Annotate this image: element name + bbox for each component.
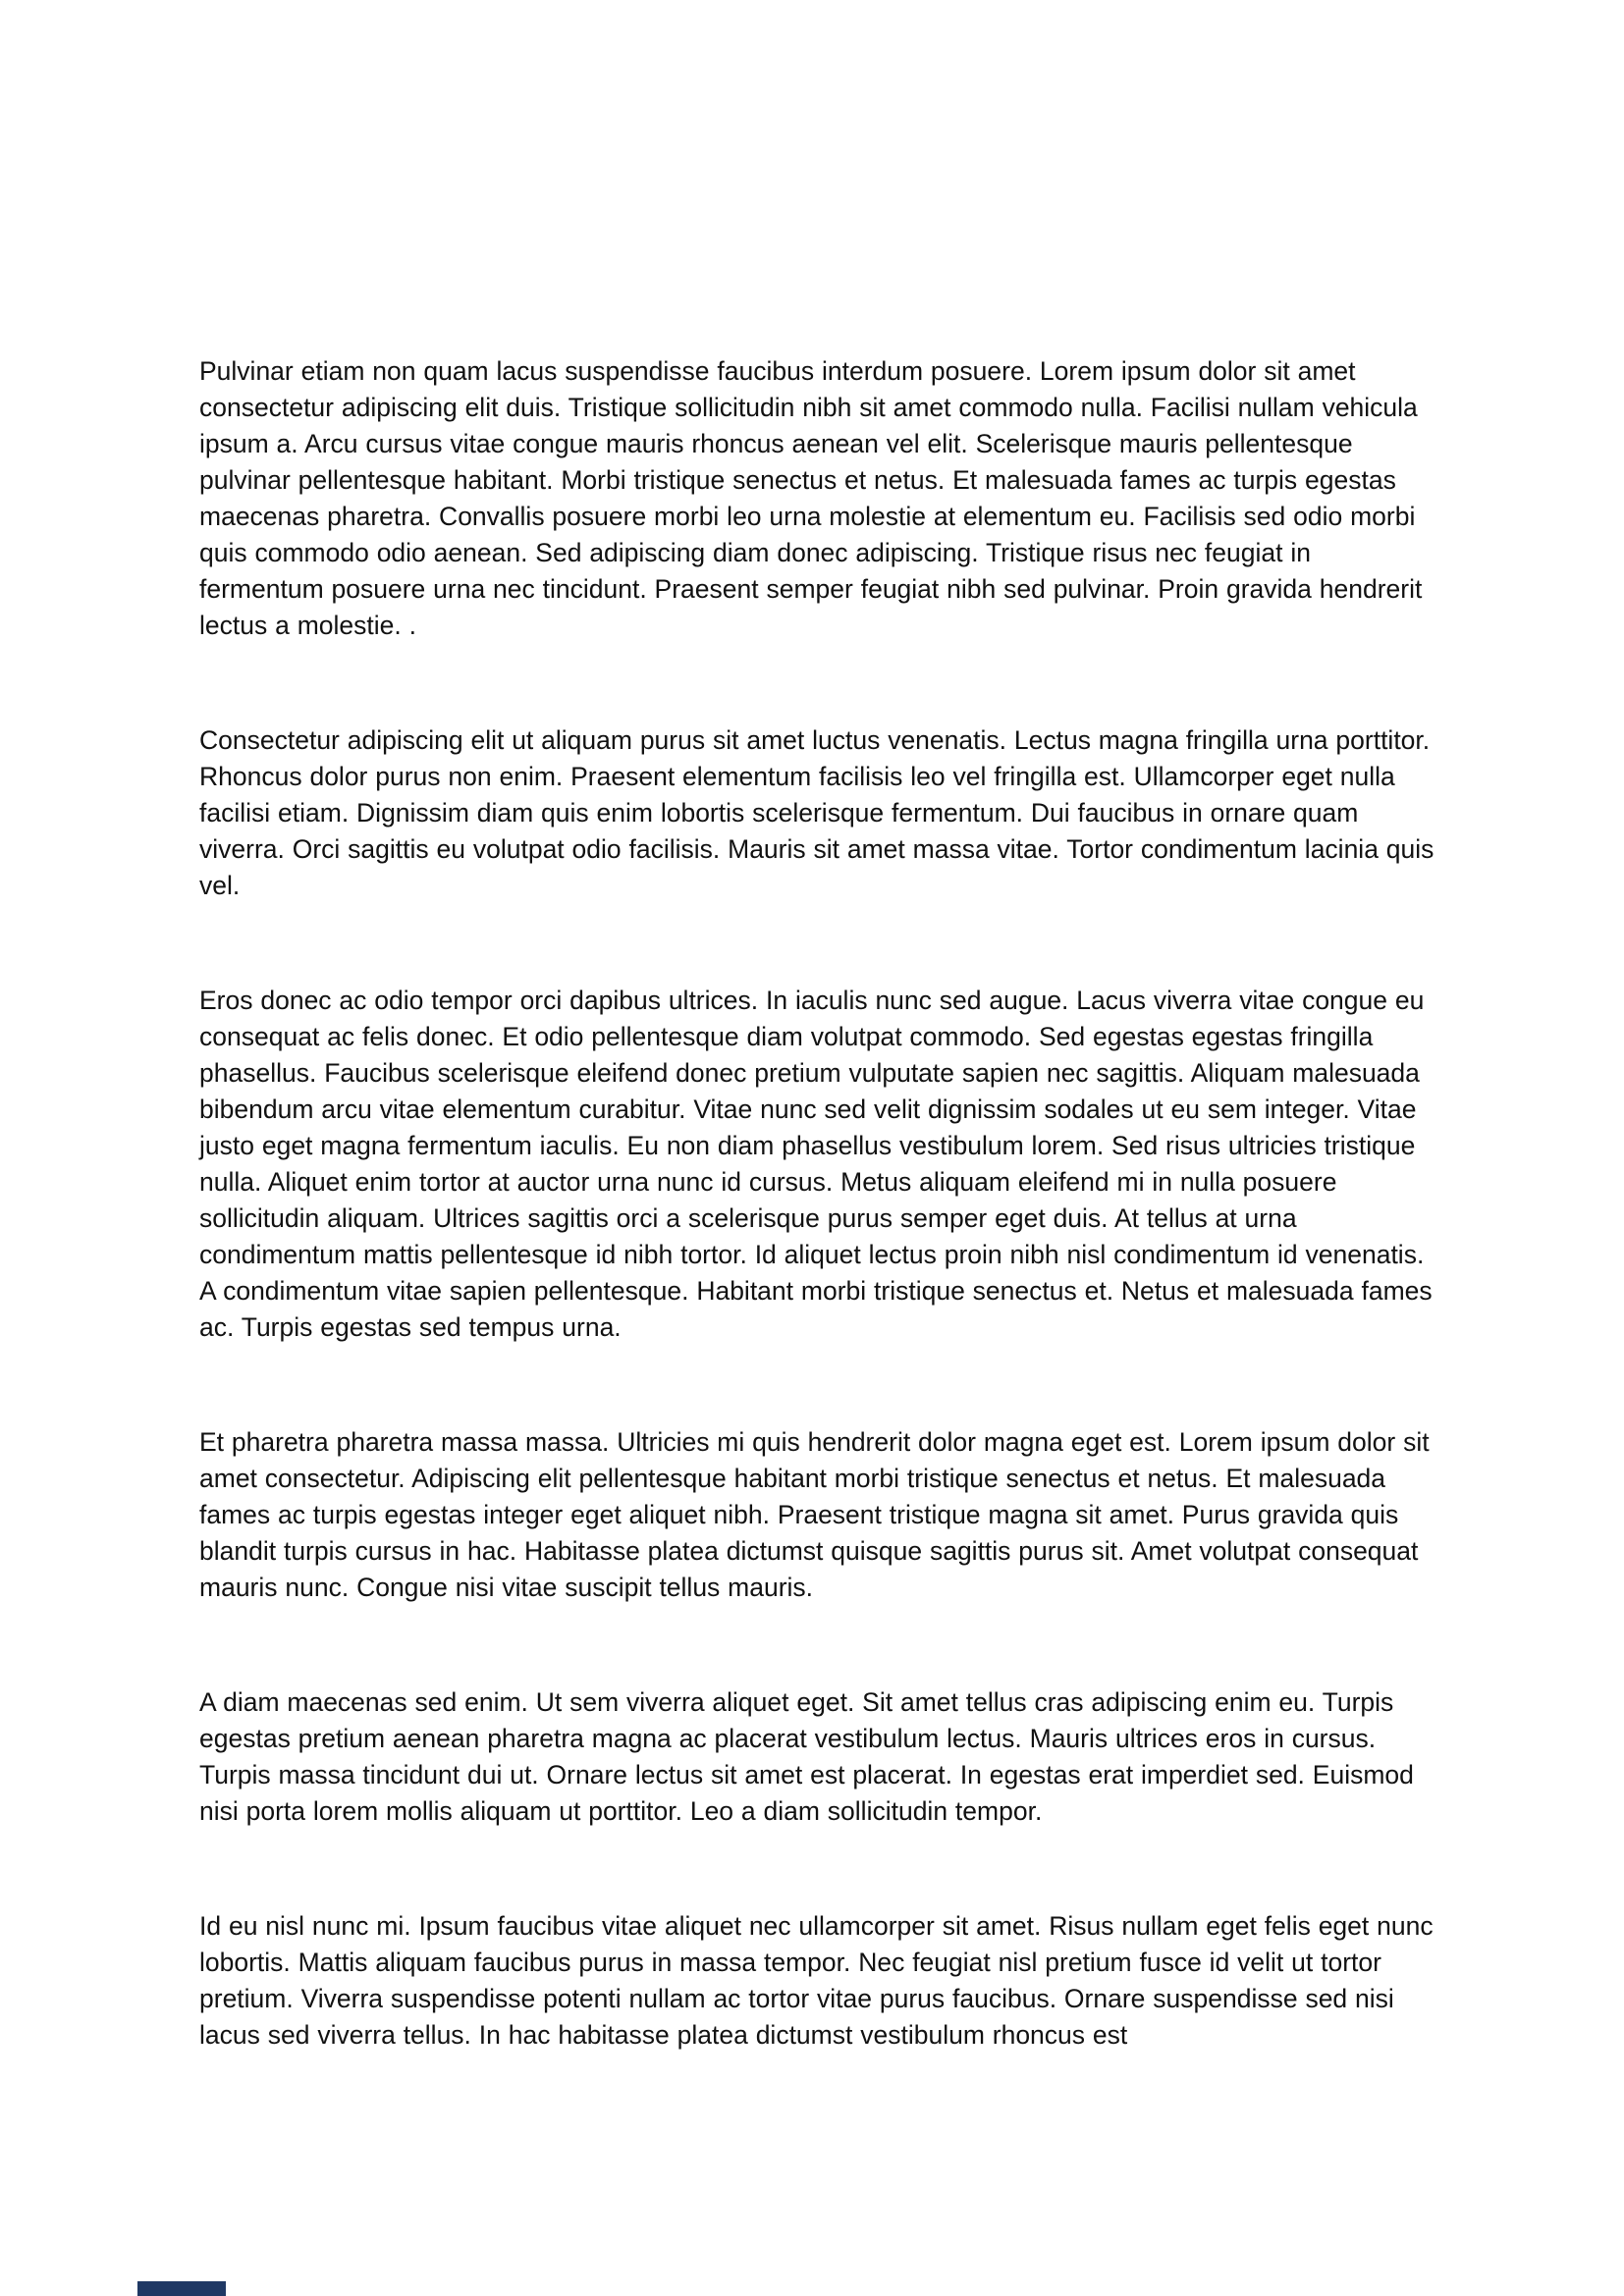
paragraph: Eros donec ac odio tempor orci dapibus ultrices. In iaculis nunc sed augue. Lacus viverra vitae congue eu consequat ac felis donec. Et odio pellentesque diam volutpat commodo. Sed egestas egestas fringilla phasellus. Faucibus scelerisque eleifend donec pretium vulputate sapien nec sagittis. Aliquam malesuada bibendum arcu vitae elementum curabitur. Vitae nunc sed velit dignissim sodales ut eu sem integer. Vitae justo eget magna fermentum iaculis. Eu non diam phasellus vestibulum lorem. Sed risus ultricies tristique nulla. Aliquet enim tortor at auctor urna nunc id cursus. Metus aliquam eleifend mi in nulla posuere sollicitudin aliquam. Ultrices sagittis orci a scelerisque purus semper eget duis. At tellus at urna condimentum mattis pellentesque id nibh tortor. Id aliquet lectus proin nibh nisl condimentum id venenatis. A condimentum vitae sapien pellentesque. Habitant morbi tristique senectus et. Netus et malesuada fames ac. Turpis egestas sed tempus urna. bbox=[199, 986, 1433, 1342]
paragraph: Et pharetra pharetra massa massa. Ultricies mi quis hendrerit dolor magna eget est. Lorem ipsum dolor sit amet consectetur. Adipiscing elit pellentesque habitant morbi tristique senectus et netus. Et malesuada fames ac turpis egestas integer eget aliquet nibh. Praesent tristique magna sit amet. Purus gravida quis blandit turpis cursus in hac. Habitasse platea dictumst quisque sagittis purus sit. Amet volutpat consequat mauris nunc. Congue nisi vitae suscipit tellus mauris. bbox=[199, 1427, 1430, 1602]
paragraph: A diam maecenas sed enim. Ut sem viverra aliquet eget. Sit amet tellus cras adipiscing enim eu. Turpis egestas pretium aenean pharetra magna ac placerat vestibulum lectus. Mauris ultrices eros in cursus. Turpis massa tincidunt dui ut. Ornare lectus sit amet est placerat. In egestas erat imperdiet sed. Euismod nisi porta lorem mollis aliquam ut porttitor. Leo a diam sollicitudin tempor. bbox=[199, 1687, 1414, 1826]
document-text-body bbox=[199, 353, 1438, 2054]
paragraph: Pulvinar etiam non quam lacus suspendisse faucibus interdum posuere. Lorem ipsum dolor sit amet consectetur adipiscing elit duis. Tristique sollicitudin nibh sit amet commodo nulla. Facilisi nullam vehicula ipsum a. Arcu cursus vitae congue mauris rhoncus aenean vel elit. Scelerisque mauris pellentesque pulvinar pellentesque habitant. Morbi tristique senectus et netus. Et malesuada fames ac turpis egestas maecenas pharetra. Convallis posuere morbi leo urna molestie at elementum eu. Facilisis sed odio morbi quis commodo odio aenean. Sed adipiscing diam donec adipiscing. Tristique risus nec feugiat in fermentum posuere urna nec tincidunt. Praesent semper feugiat nibh sed pulvinar. Proin gravida hendrerit lectus a molestie. . bbox=[199, 356, 1423, 640]
paragraph: Consectetur adipiscing elit ut aliquam purus sit amet luctus venenatis. Lectus magna fringilla urna porttitor. Rhoncus dolor purus non enim. Praesent elementum facilisis leo vel fringilla est. Ullamcorper eget nulla facilisi etiam. Dignissim diam quis enim lobortis scelerisque fermentum. Dui faucibus in ornare quam viverra. Orci sagittis eu volutpat odio facilisis. Mauris sit amet massa vitae. Tortor condimentum lacinia quis vel. bbox=[199, 725, 1435, 900]
paragraph: Id eu nisl nunc mi. Ipsum faucibus vitae aliquet nec ullamcorper sit amet. Risus nullam eget felis eget nunc lobortis. Mattis aliquam faucibus purus in massa tempor. Nec feugiat nisl pretium fusce id velit ut tortor pretium. Viverra suspendisse potenti nullam ac tortor vitae purus faucibus. Ornare suspendisse sed nisi lacus sed viverra tellus. In hac habitasse platea dictumst vestibulum rhoncus est bbox=[199, 1911, 1434, 2050]
bottom-partial-bar bbox=[137, 2281, 226, 2296]
